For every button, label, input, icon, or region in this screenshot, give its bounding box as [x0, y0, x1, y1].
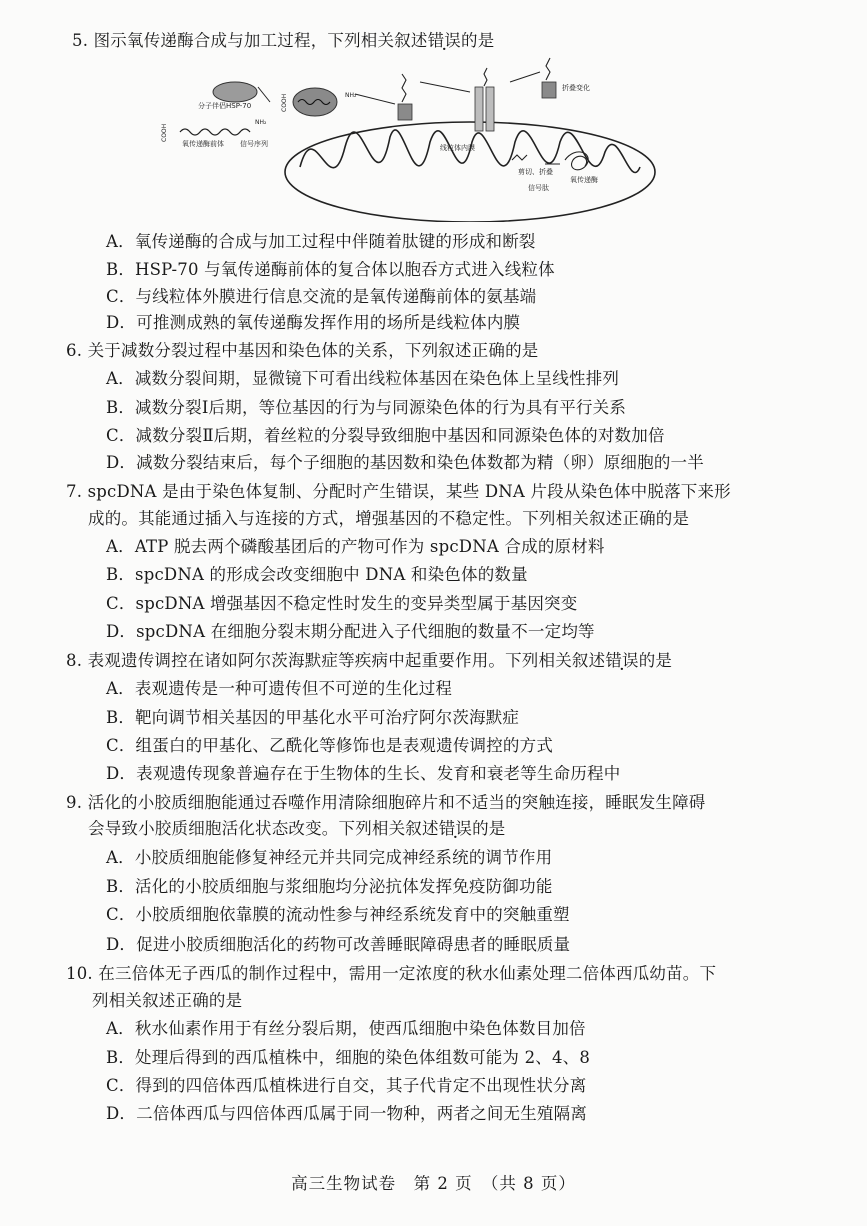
q7-option-c: C．spcDNA 增强基因不稳定性时发生的变异类型属于基因突变: [106, 594, 578, 613]
q9-number: 9.: [66, 793, 83, 812]
hsp70-label: 分子伴侣HSP-70: [198, 102, 252, 110]
precursor-label: 氧传递酶前体: [182, 140, 224, 148]
q9-stem-text-2: 会导致小胶质细胞活化状态改变。下列相关叙述: [88, 819, 439, 838]
q10-number: 10.: [66, 964, 93, 983]
chain-mid: [484, 68, 487, 86]
q10-option-c: C．得到的四倍体西瓜植株进行自交，其子代肯定不出现性状分离: [106, 1076, 587, 1095]
q7-stem-line1: [66, 481, 731, 503]
receptor-right: [542, 82, 556, 98]
mitochondrion-outer-membrane: [285, 122, 655, 222]
q8-stem-text: 表观遗传调控在诸如阿尔茨海默症等疾病中起重要作用。下列相关叙述: [87, 651, 606, 670]
q9-option-c: C．小胶质细胞依靠膜的流动性参与神经系统发育中的突触重塑: [106, 905, 570, 924]
hsp70-ellipse: [213, 82, 257, 102]
q8-number: 8.: [66, 651, 83, 670]
q5-number: 5.: [72, 31, 89, 50]
receptor-left: [398, 104, 412, 120]
q6-option-c: C．减数分裂Ⅱ后期，着丝粒的分裂导致细胞中基因和同源染色体的对数加倍: [106, 426, 665, 445]
q7-stem-text-1: spcDNA 是由于染色体复制、分配时产生错误，某些 DNA 片段从染色体中脱落下来形: [87, 482, 731, 501]
q9-option-a: A．小胶质细胞能修复神经元并共同完成神经系统的调节作用: [106, 848, 553, 867]
q8-option-b: B．靶向调节相关基因的甲基化水平可治疗阿尔茨海默症: [106, 708, 520, 727]
q10-stem-text-1: 在三倍体无子西瓜的制作过程中，需用一定浓度的秋水仙素处理二倍体西瓜幼苗。下: [98, 964, 717, 983]
signal-label: 信号序列: [240, 140, 268, 148]
cut-label: 剪切、折叠: [518, 168, 553, 176]
q7-number: 7.: [66, 482, 83, 501]
receptor-mid-2: [486, 87, 494, 131]
arrow-3: [510, 72, 540, 82]
mitochondria-diagram: [140, 42, 660, 222]
q5-option-c: C．与线粒体外膜进行信息交流的是氧传递酶前体的氨基端: [106, 287, 537, 306]
q5-emphasis: 错误: [427, 31, 462, 50]
q9-stem-text-1: 活化的小胶质细胞能通过吞噬作用清除细胞碎片和不适当的突触连接，睡眠发生障碍: [87, 793, 706, 812]
q7-option-d: D．spcDNA 在细胞分裂末期分配进入子代细胞的数量不一定均等: [106, 622, 595, 641]
q7-stem-line2: 成的。其能通过插入与连接的方式，增强基因的不稳定性。下列相关叙述正确的是: [88, 509, 690, 528]
q5-option-b: B．HSP-70 与氧传递酶前体的复合体以胞吞方式进入线粒体: [106, 260, 555, 279]
precursor-chain: [180, 129, 250, 135]
chain-right: [546, 58, 550, 80]
arrow-1: [355, 94, 395, 104]
q8-option-a: A．表观遗传是一种可遗传但不可逆的生化过程: [106, 679, 453, 698]
q7-option-a: A．ATP 脱去两个磷酸基团后的产物可作为 spcDNA 合成的原材料: [106, 537, 605, 556]
nh2-label-1: NH₂: [255, 119, 267, 126]
q5-option-d: D．可推测成熟的氧传递酶发挥作用的场所是线粒体内膜: [106, 313, 521, 332]
q10-option-b: B．处理后得到的西瓜植株中，细胞的染色体组数可能为 2、4、8: [106, 1048, 591, 1067]
q6-stem: [66, 340, 539, 362]
q10-stem-line2: 列相关叙述正确的是: [92, 991, 243, 1010]
q6-number: 6.: [66, 341, 83, 360]
page-footer: 高三生物试卷 第 2 页 （共 8 页）: [291, 1174, 576, 1193]
q9-stem-line1: [66, 792, 706, 814]
cooh-label-1: COOH: [161, 123, 168, 142]
inner-membrane-label: 线粒体内膜: [440, 144, 475, 152]
receptor-mid: [475, 87, 483, 131]
cooh-label-2: COOH: [281, 93, 288, 112]
folding-label: 折叠变化: [562, 84, 590, 92]
q8-option-d: D．表观遗传现象普遍存在于生物体的生长、发育和衰老等生命历程中: [106, 764, 621, 783]
arrow-to-complex: [258, 87, 270, 102]
q6-option-b: B．减数分裂Ⅰ后期，等位基因的行为与同源染色体的行为具有平行关系: [106, 398, 627, 417]
q8-stem-end: 的是: [638, 651, 673, 670]
chain-left: [402, 74, 406, 102]
q6-stem-text: 关于减数分裂过程中基因和染色体的关系，下列叙述正确的是: [87, 341, 539, 360]
signal-peptide-label: 信号肽: [528, 184, 549, 192]
q6-option-d: D．减数分裂结束后，每个子细胞的基因数和染色体数都为精（卵）原细胞的一半: [106, 453, 704, 472]
q5-option-a: A．氧传递酶的合成与加工过程中伴随着肽键的形成和断裂: [106, 232, 536, 251]
q9-emphasis: 错误: [438, 819, 473, 838]
arrow-2: [420, 82, 470, 92]
mature-enzyme-label: 氧传递酶: [570, 176, 598, 184]
q5-stem-end: 的是: [461, 31, 495, 50]
q7-option-b: B．spcDNA 的形成会改变细胞中 DNA 和染色体的数量: [106, 565, 528, 584]
q10-option-a: A．秋水仙素作用于有丝分裂后期，使西瓜细胞中染色体数目加倍: [106, 1019, 586, 1038]
q10-stem-line1: [66, 963, 716, 985]
q10-option-d: D．二倍体西瓜与四倍体西瓜属于同一物种，两者之间无生殖隔离: [106, 1104, 588, 1123]
q9-stem-line2: [88, 818, 506, 840]
cut-chain: [512, 155, 527, 160]
q5-stem-text: 图示氧传递酶合成与加工过程，下列相关叙述: [93, 31, 428, 50]
q8-option-c: C．组蛋白的甲基化、乙酰化等修饰也是表观遗传调控的方式: [106, 736, 554, 755]
q8-emphasis: 错误: [605, 651, 639, 670]
nh2-label-2: NH₂: [345, 92, 357, 99]
complex-ellipse: [293, 88, 337, 116]
q9-option-d: D．促进小胶质细胞活化的药物可改善睡眠障碍患者的睡眠质量: [106, 935, 571, 954]
q9-stem-end: 的是: [472, 819, 506, 838]
q6-option-a: A．减数分裂间期，显微镜下可看出线粒体基因在染色体上呈线性排列: [106, 369, 620, 388]
q9-option-b: B．活化的小胶质细胞与浆细胞均分泌抗体发挥免疫防御功能: [106, 877, 553, 896]
q8-stem: [66, 650, 672, 672]
